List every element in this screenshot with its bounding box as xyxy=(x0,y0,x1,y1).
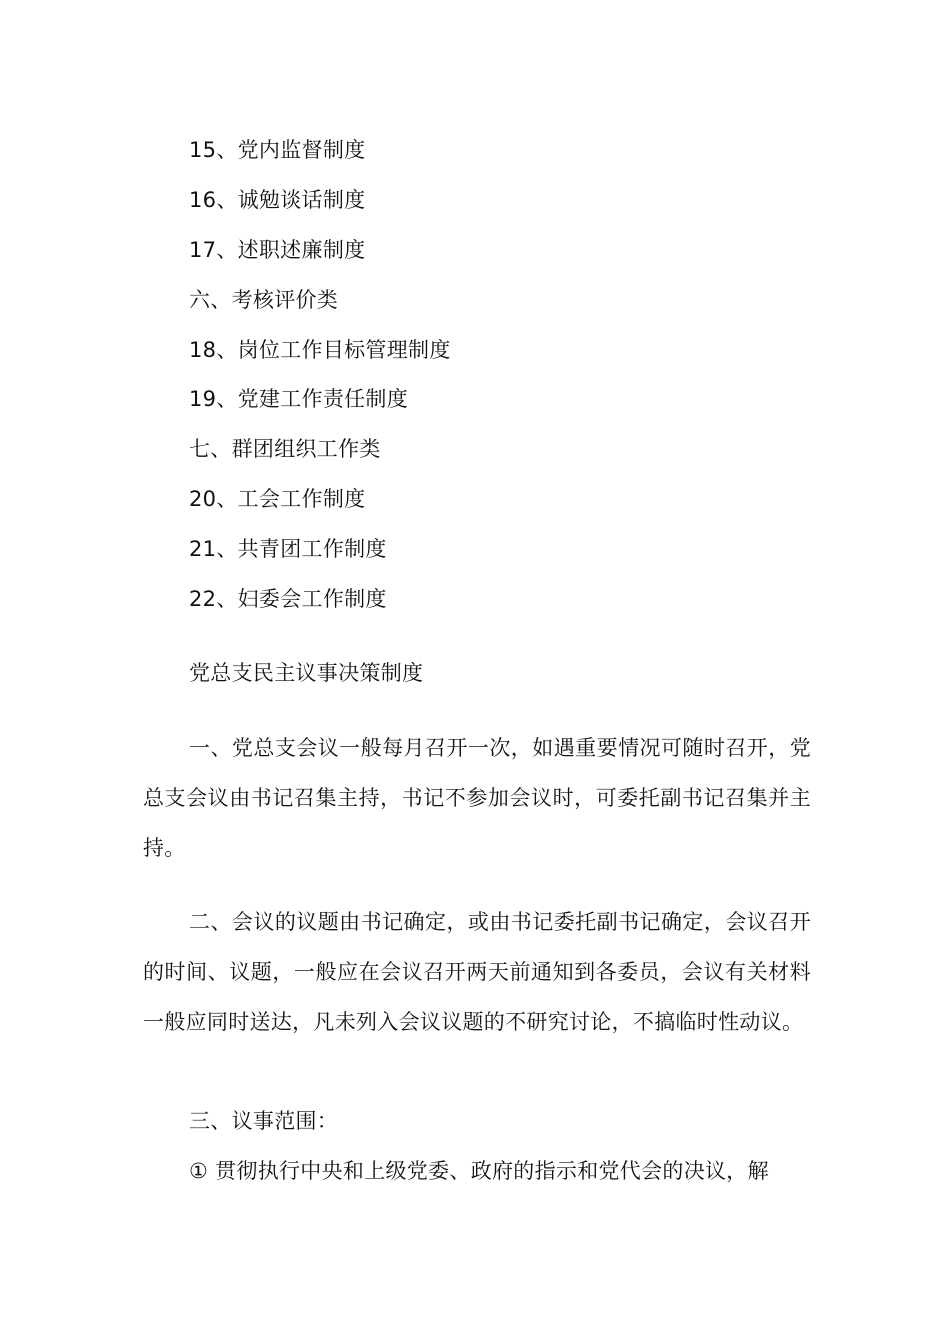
list-item-21: 21、共青团工作制度 xyxy=(189,537,387,561)
category-heading-7: 七、群团组织工作类 xyxy=(189,437,381,461)
paragraph-1: 一、党总支会议一般每月召开一次，如遇重要情况可随时召开，党总支会议由书记召集主持，书记不参加会议时，可委托副书记召集并主持。 xyxy=(143,736,811,860)
list-item-20: 20、工会工作制度 xyxy=(189,487,366,511)
list-item-22: 22、妇委会工作制度 xyxy=(189,587,387,611)
paragraph-2: 二、会议的议题由书记确定，或由书记委托副书记确定，会议召开的时间、议题，一般应在会议召开两天前通知到各委员，会议有关材料一般应同时送达，凡未列入会议议题的不研究讨论，不搞临时性动议。 xyxy=(143,910,811,1034)
subheading-scope: 三、议事范围： xyxy=(189,1109,339,1133)
list-item-17: 17、述职述廉制度 xyxy=(189,238,366,262)
list-item-15: 15、党内监督制度 xyxy=(189,138,366,162)
category-heading-6: 六、考核评价类 xyxy=(189,288,339,312)
list-item-18: 18、岗位工作目标管理制度 xyxy=(189,338,451,362)
scope-item-1: ① 贯彻执行中央和上级党委、政府的指示和党代会的决议，解 xyxy=(189,1159,769,1183)
list-item-19: 19、党建工作责任制度 xyxy=(189,387,409,411)
section-title: 党总支民主议事决策制度 xyxy=(189,661,424,685)
list-item-16: 16、诚勉谈话制度 xyxy=(189,188,366,212)
